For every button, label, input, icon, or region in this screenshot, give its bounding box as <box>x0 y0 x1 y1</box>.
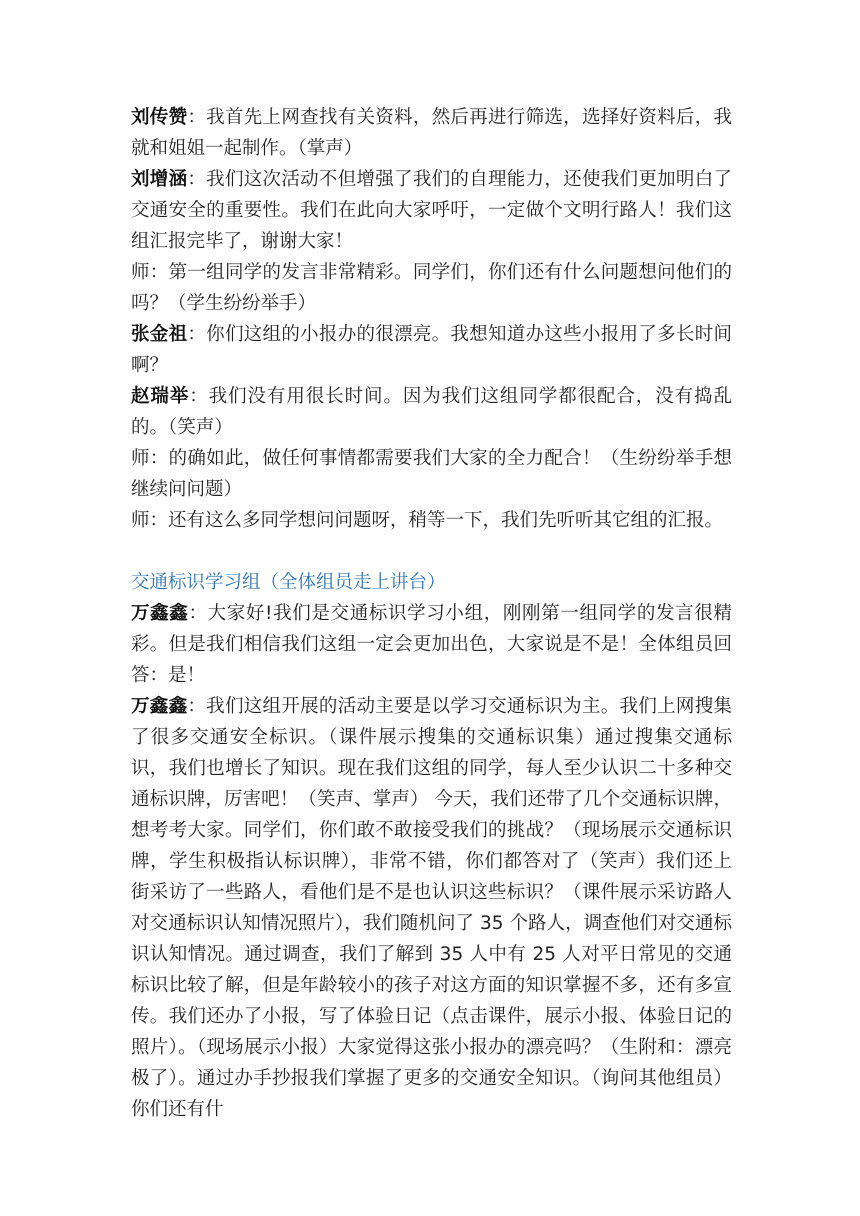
teacher-paragraph <box>131 257 732 319</box>
dialogue-text: ：我们没有用很长时间。因为我们这组同学都很配合，没有捣乱的。（笑声） <box>131 386 732 438</box>
dialogue-text: ：我首先上网查找有关资料，然后再进行筛选，选择好资料后，我就和姐姐一起制作。（掌声） <box>131 107 732 159</box>
dialogue-text: 师：的确如此，做任何事情都需要我们大家的全力配合！（生纷纷举手想继续问问题） <box>131 448 732 500</box>
speaker-name: 张金祖 <box>131 324 188 345</box>
dialogue-paragraph <box>131 319 732 381</box>
section-heading: 交通标识学习组（全体组员走上讲台） <box>131 572 446 593</box>
speaker-name: 万鑫鑫 <box>131 696 188 717</box>
speaker-name: 赵瑞举 <box>131 386 190 407</box>
dialogue-text: ：我们这组开展的活动主要是以学习交通标识为主。我们上网搜集了很多交通安全标识。（课件展示搜集的交通标识集）通过搜集交通标识，我们也增长了知识。现在我们这组的同学，每人至少认识二十多种交通标识牌，厉害吧！（笑声、掌声） 今天，我们还带了几个交通标识牌，想考考大家。同学们，你们敢不敢接受我们的挑战？（现场展示交通标识牌，学生积极指认标识牌），非常不错，你们都答对了（笑声）我们还上街采访了一些路人，看他们是不是也认识这些标识？（课件展示采访路人对交通标识认知情况照片），我们随机问了 35 个路人，调查他们对交通标识认知情况。通过调查，我们了解到 35 人中有 25 人对平日常见的交通标识比较了解，但是年龄较小的孩子对这方面的知识掌握不多，还有多宣传。我们还办了小报，写了体验日记（点击课件，展示小报、体验日记的照片）。（现场展示小报）大家觉得这张小报办的漂亮吗？（生附和：漂亮极了）。通过办手抄报我们掌握了更多的交通安全知识。（询问其他组员）你们还有什 <box>131 696 732 1120</box>
speaker-name: 刘增涵 <box>131 169 188 190</box>
dialogue-paragraph <box>131 381 732 443</box>
dialogue-text: ：你们这组的小报办的很漂亮。我想知道办这些小报用了多长时间啊？ <box>131 324 732 376</box>
dialogue-text: ：我们这次活动不但增强了我们的自理能力，还使我们更加明白了交通安全的重要性。我们在此向大家呼吁，一定做个文明行路人！我们这组汇报完毕了，谢谢大家！ <box>131 169 732 252</box>
document-body <box>131 102 732 1125</box>
teacher-paragraph <box>131 443 732 505</box>
speaker-name: 刘传赞 <box>131 107 188 128</box>
dialogue-paragraph <box>131 102 732 164</box>
speaker-name: 万鑫鑫 <box>131 603 189 624</box>
dialogue-paragraph <box>131 598 732 691</box>
teacher-paragraph <box>131 505 732 536</box>
dialogue-paragraph <box>131 164 732 257</box>
dialogue-text: 师：还有这么多同学想问问题呀，稍等一下，我们先听听其它组的汇报。 <box>131 510 724 531</box>
dialogue-text: 师：第一组同学的发言非常精彩。同学们，你们还有什么问题想问他们的吗？（学生纷纷举手） <box>131 262 732 314</box>
dialogue-text: ：大家好!我们是交通标识学习小组，刚刚第一组同学的发言很精彩。但是我们相信我们这组一定会更加出色，大家说是不是！全体组员回答：是！ <box>131 603 732 686</box>
dialogue-paragraph <box>131 691 732 1125</box>
blank-line <box>131 536 732 567</box>
